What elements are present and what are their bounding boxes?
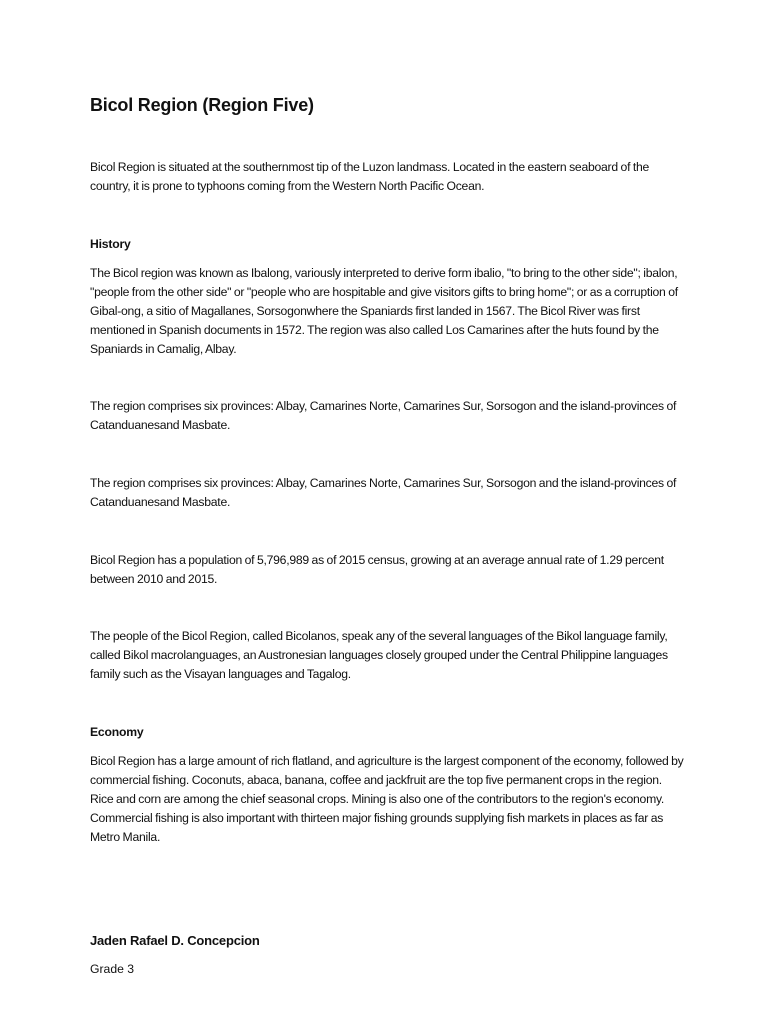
grade-label: Grade 3 [90, 962, 135, 976]
history-paragraph: The Bicol region was known as Ibalong, variously interpreted to derive form ibalio, "to bring to the other side"; ibalon, "people from the other side" or "people who are hospitable and give visitors gifts to bring home"; or as a corruption of Gibal-ong, a sitio of Magallanes, Sorsogonwhere the Spaniards first landed in 1567. The Bicol River was first mentioned in Spanish documents in 1572. The region was also called Los Camarines after the huts found by the Spaniards in Camalig, Albay. [90, 266, 678, 356]
provinces-paragraph-1: The region comprises six provinces: Albay, Camarines Norte, Camarines Sur, Sorsogon and the island-provinces of Catanduanesand Masbate. [90, 399, 677, 432]
document-page [90, 0, 690, 1024]
provinces-paragraph-2: The region comprises six provinces: Albay, Camarines Norte, Camarines Sur, Sorsogon and the island-provinces of Catanduanesand Masbate. [90, 476, 677, 509]
population-paragraph: Bicol Region has a population of 5,796,989 as of 2015 census, growing at an average annual rate of 1.29 percent between 2010 and 2015. [90, 553, 664, 586]
history-heading: History [90, 237, 131, 251]
languages-paragraph: The people of the Bicol Region, called Bicolanos, speak any of the several languages of the Bikol language family, called Bikol macrolanguages, an Austronesian languages closely grouped under the Central Philippine languages family such as the Visayan languages and Tagalog. [90, 629, 668, 681]
economy-heading: Economy [90, 725, 144, 739]
intro-paragraph: Bicol Region is situated at the southernmost tip of the Luzon landmass. Located in the eastern seaboard of the country, it is prone to typhoons coming from the Western North Pacific Ocean. [90, 160, 650, 193]
economy-paragraph: Bicol Region has a large amount of rich flatland, and agriculture is the largest component of the economy, followed by commercial fishing. Coconuts, abaca, banana, coffee and jackfruit are the top five permanent crops in the region. Rice and corn are among the chief seasonal crops. Mining is also one of the contributors to the region's economy. Commercial fishing is also important with thirteen major fishing grounds supplying fish markets in places as far as Metro Manila. [90, 754, 684, 844]
author-name: Jaden Rafael D. Concepcion [90, 933, 260, 948]
document-title: Bicol Region (Region Five) [90, 95, 314, 115]
